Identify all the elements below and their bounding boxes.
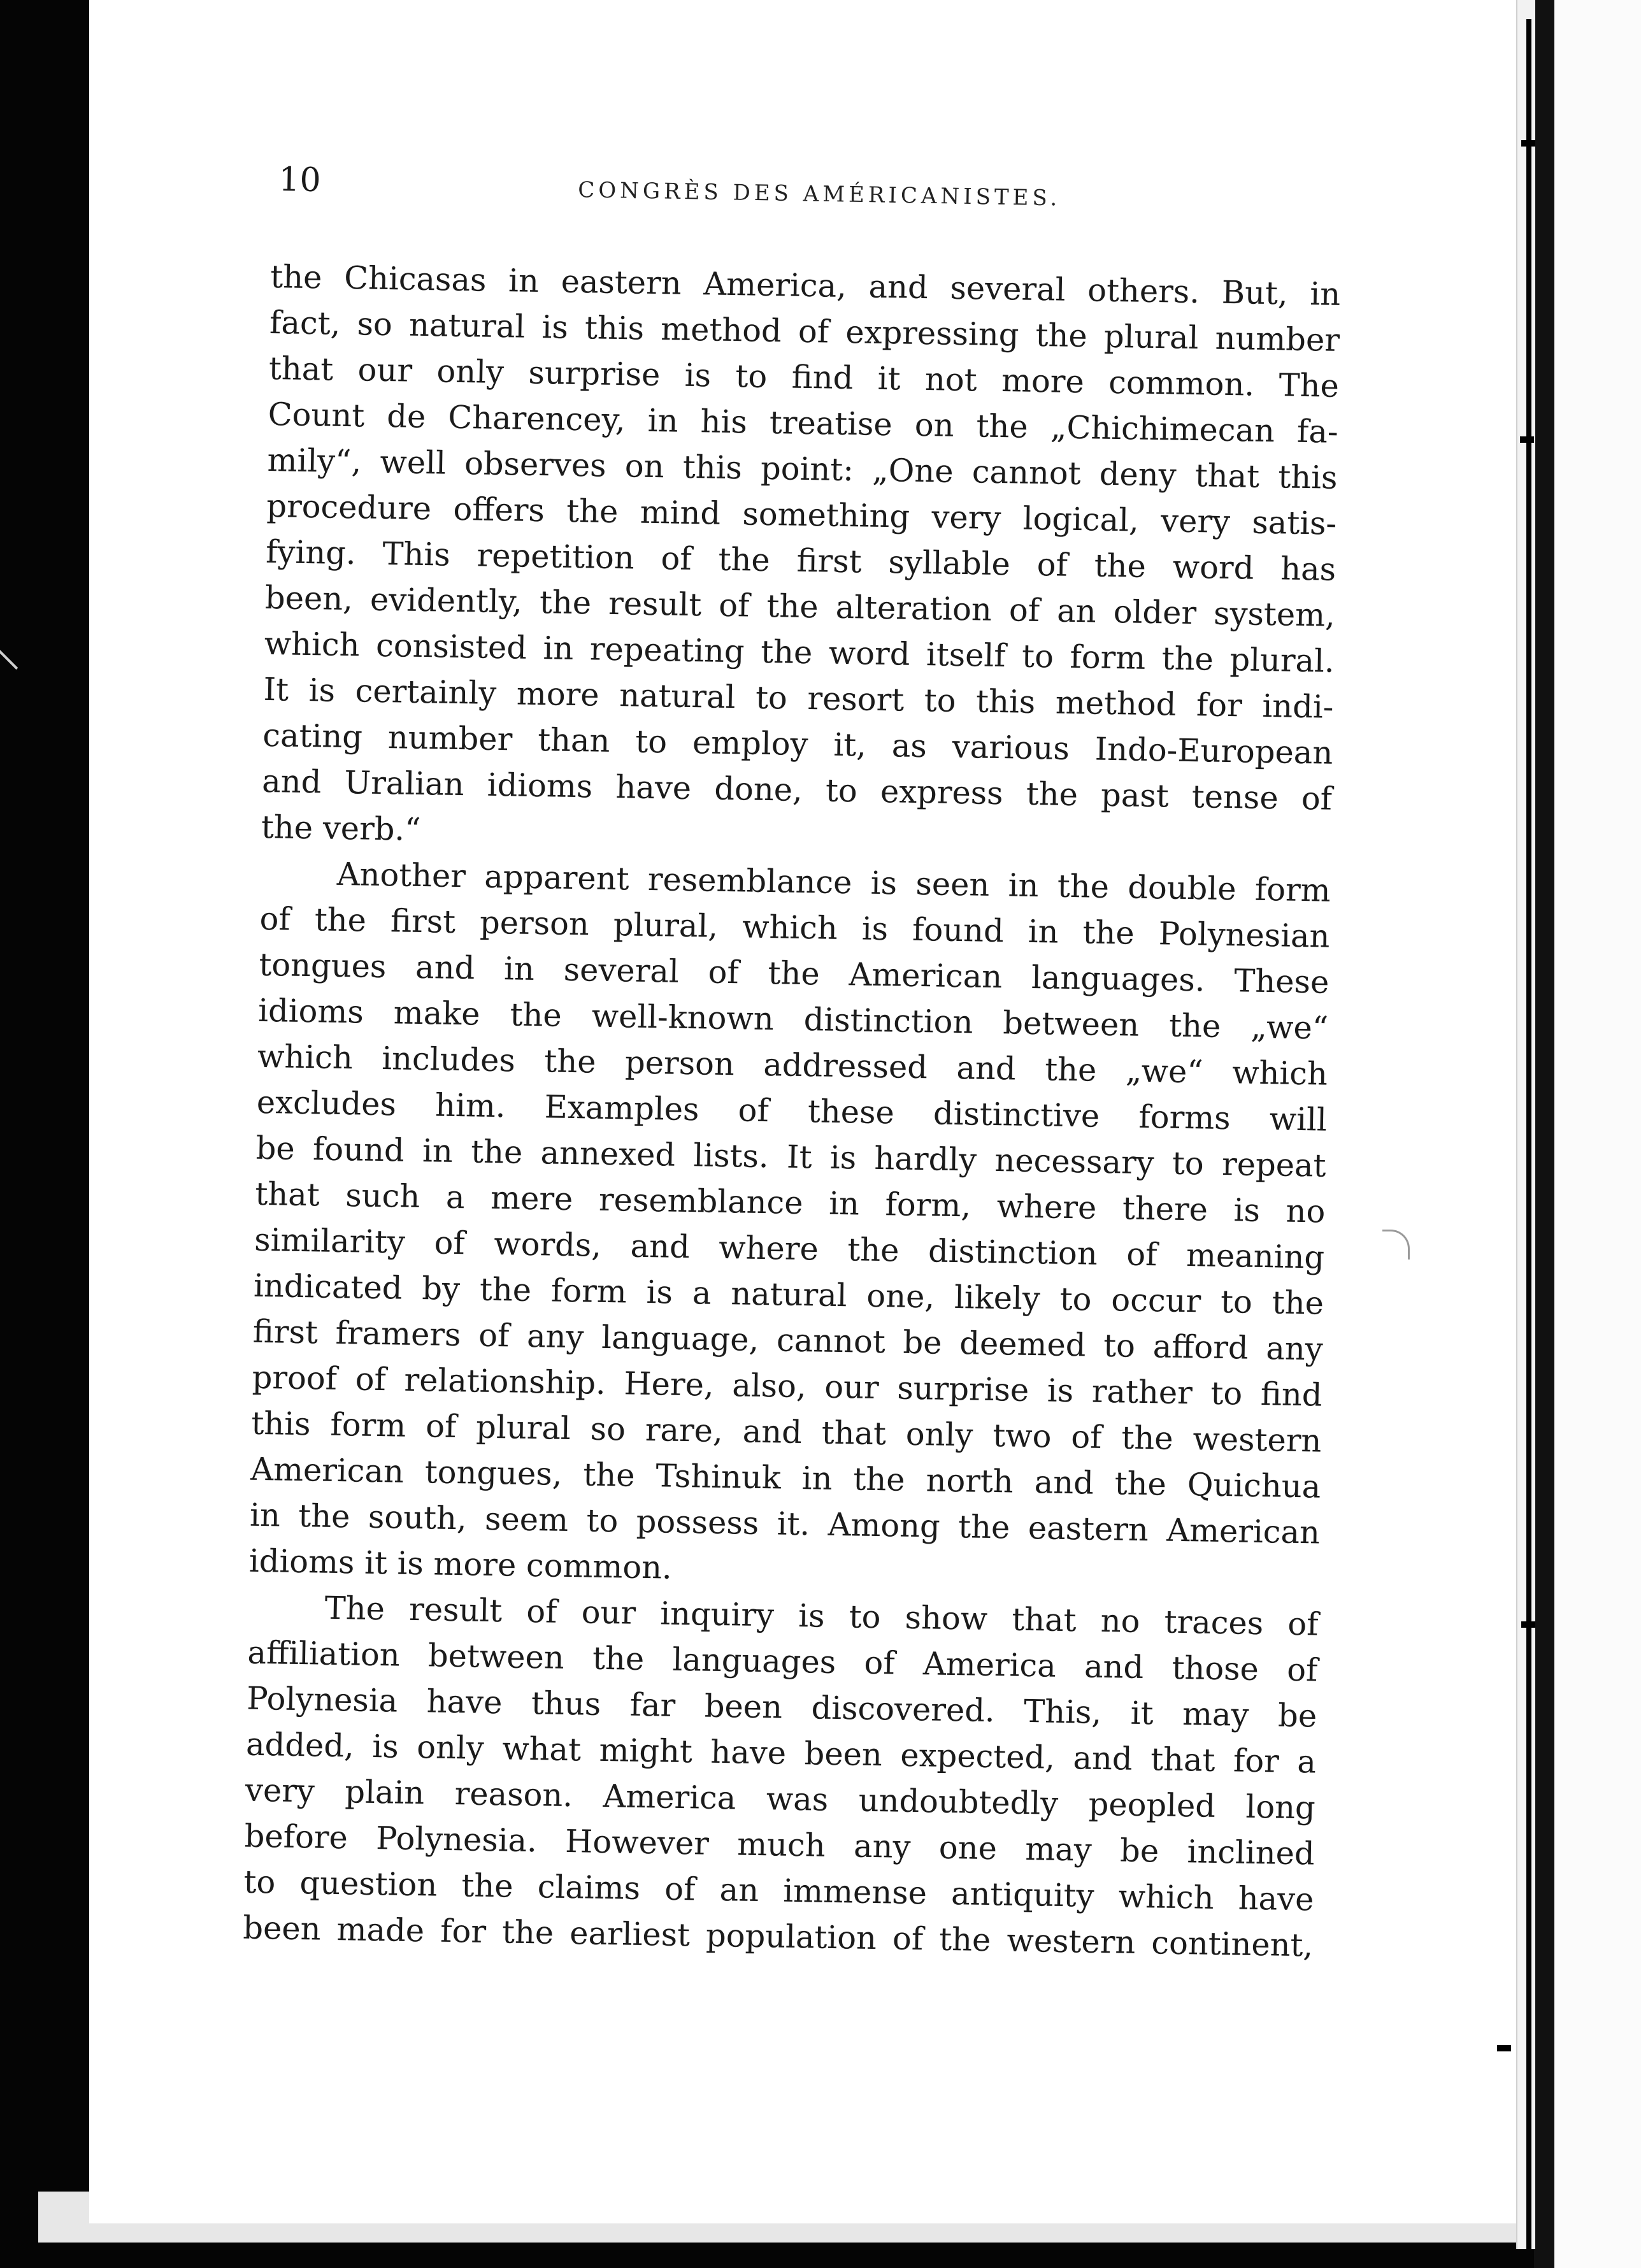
facing-page-edge: [1554, 0, 1641, 2268]
text-line: be found in the annexed lists. It is hardly necessary to repeat: [255, 1129, 1326, 1184]
page-number: 10: [278, 161, 322, 200]
running-head: CONGRÈS DES AMÉRICANISTES.: [577, 177, 1061, 212]
text-line: of the first person plural, which is found in the Polynesian: [259, 900, 1330, 955]
page-right-edge: [1516, 0, 1535, 2249]
binding-line: [1526, 19, 1531, 2249]
text-line: similarity of words, and where the distinction of meaning: [254, 1221, 1325, 1276]
binding-notch: [1520, 436, 1534, 443]
binding-notch: [1521, 1621, 1535, 1628]
binding-notch: [1521, 140, 1535, 147]
binding-notch: [1497, 2045, 1511, 2051]
body-text: [243, 254, 1341, 1968]
text-line: in the south, seem to possess it. Among the eastern American: [249, 1496, 1321, 1551]
text-line: that such a mere resemblance in form, where there is no: [255, 1175, 1326, 1230]
text-line: tongues and in several of the American languages. These: [259, 945, 1329, 1001]
text-line: which consisted in repeating the word itself to form the plural.: [264, 624, 1335, 680]
text-line: been made for the earliest population of the western continent,: [242, 1909, 1314, 1964]
text-line: Polynesia have thus far been discovered. This, it may be: [246, 1679, 1317, 1735]
text-line: that our only surprise is to find it not more common. The: [268, 349, 1340, 405]
text-line: The result of our inquiry is to show that no traces of: [324, 1589, 1319, 1643]
text-line: procedure offers the mind something very logical, very satis-: [266, 487, 1337, 542]
text-line: this form of plural so rare, and that only two of the western: [251, 1404, 1322, 1460]
text-line: very plain reason. America was undoubtedly peopled long: [245, 1771, 1316, 1827]
paragraph: [248, 850, 1331, 1602]
text-line: added, is only what might have been expected, and that for a: [245, 1725, 1317, 1781]
text-line: American tongues, the Tshinuk in the north and the Quichua: [250, 1450, 1321, 1505]
text-line: idioms it is more common.: [248, 1542, 673, 1586]
text-line: indicated by the form is a natural one, likely to occur to the: [253, 1267, 1324, 1322]
book-spine-shadow: [1534, 0, 1554, 2268]
text-line: before Polynesia. However much any one may be inclined: [244, 1817, 1315, 1872]
text-line: mily“, well observes on this point: „One cannot deny that this: [267, 441, 1338, 496]
text-line: fact, so natural is this method of expressing the plural number: [269, 303, 1340, 359]
text-line: It is certainly more natural to resort to this method for indi-: [263, 670, 1334, 726]
text-line: the Chicasas in eastern America, and several others. But, in: [269, 257, 1341, 313]
text-line: first framers of any language, cannot be deemed to afford any: [252, 1312, 1324, 1368]
text-line: been, evidently, the result of the alteration of an older system,: [264, 578, 1336, 634]
paragraph: [261, 254, 1340, 868]
text-line: Another apparent resemblance is seen in the double form: [336, 855, 1331, 909]
text-line: the verb.“: [261, 808, 421, 849]
text-line: which includes the person addressed and the „we“ which: [257, 1037, 1328, 1093]
text-line: idioms make the well-known distinction between the „we“: [257, 991, 1329, 1047]
text-line: fying. This repetition of the first syllable of the word has: [265, 533, 1336, 588]
text-line: to question the claims of an immense antiquity which have: [243, 1863, 1314, 1918]
text-line: excludes him. Examples of these distinctive forms will: [256, 1083, 1328, 1138]
text-line: affiliation between the languages of America and those of: [247, 1633, 1318, 1689]
text-line: Count de Charencey, in his treatise on the „Chichimecan fa-: [268, 395, 1339, 450]
text-line: and Uralian idioms have done, to express the past tense of: [261, 762, 1333, 817]
text-line: proof of relationship. Here, also, our surprise is rather to find: [252, 1358, 1323, 1414]
text-line: cating number than to employ it, as various Indo-European: [262, 716, 1333, 772]
paragraph: [243, 1584, 1319, 1969]
